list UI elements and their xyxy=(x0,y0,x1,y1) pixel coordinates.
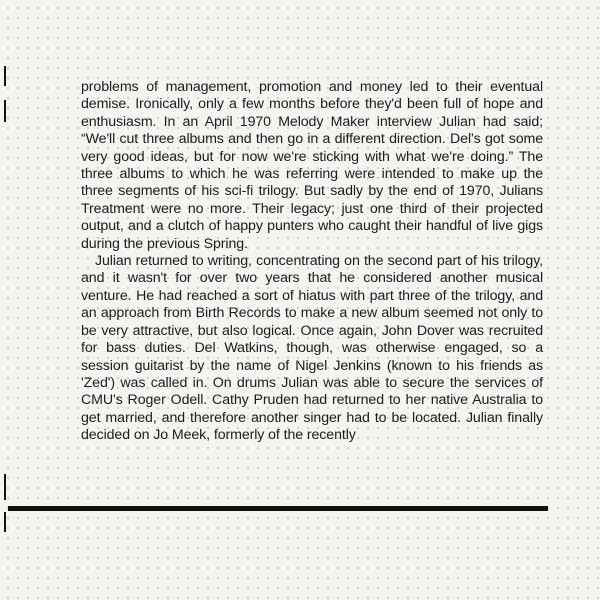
edge-mark xyxy=(4,512,6,532)
paragraph-2: Julian returned to writing, concentrating on the second part of his trilogy, and it wasn't for over two years that he considered another musical venture. He had reached a sort of hiatus with part three of the trilogy, and an approach from Birth Records to make a new album seemed not only to be very attractive, but also logical. Once again, John Dover was recruited for bass duties. Del Watkins, though, was otherwise engaged, so a session guitarist by the name of Nigel Jenkins (known to his friends as 'Zed') was called in. On drums Julian was able to secure the services of CMU's Roger Odell. Cathy Pruden had returned to her native Australia to get married, and therefore another singer had to be located. Julian finally decided on Jo Meek, formerly of the recently xyxy=(81,253,543,444)
edge-mark xyxy=(4,474,6,500)
edge-mark xyxy=(4,100,6,122)
body-text xyxy=(81,79,543,445)
edge-mark xyxy=(4,66,6,86)
paragraph-1: problems of management, promotion and money led to their eventual demise. Ironically, only a few months before they'd been full of hope and enthusiasm. In an April 1970 Melody Maker interview Julian had said; “We'll cut three albums and then go in a different direction. Del's got some very good ideas, but for now we're sticking with what we're doing.” The three albums to which he was referring were intended to make up the three segments of his sci-fi trilogy. But sadly by the end of 1970, Julians Treatment were no more. Their legacy; just one third of their projected output, and a clutch of happy punters who caught their handful of live gigs during the previous Spring. xyxy=(81,79,543,252)
horizontal-rule xyxy=(8,506,548,511)
